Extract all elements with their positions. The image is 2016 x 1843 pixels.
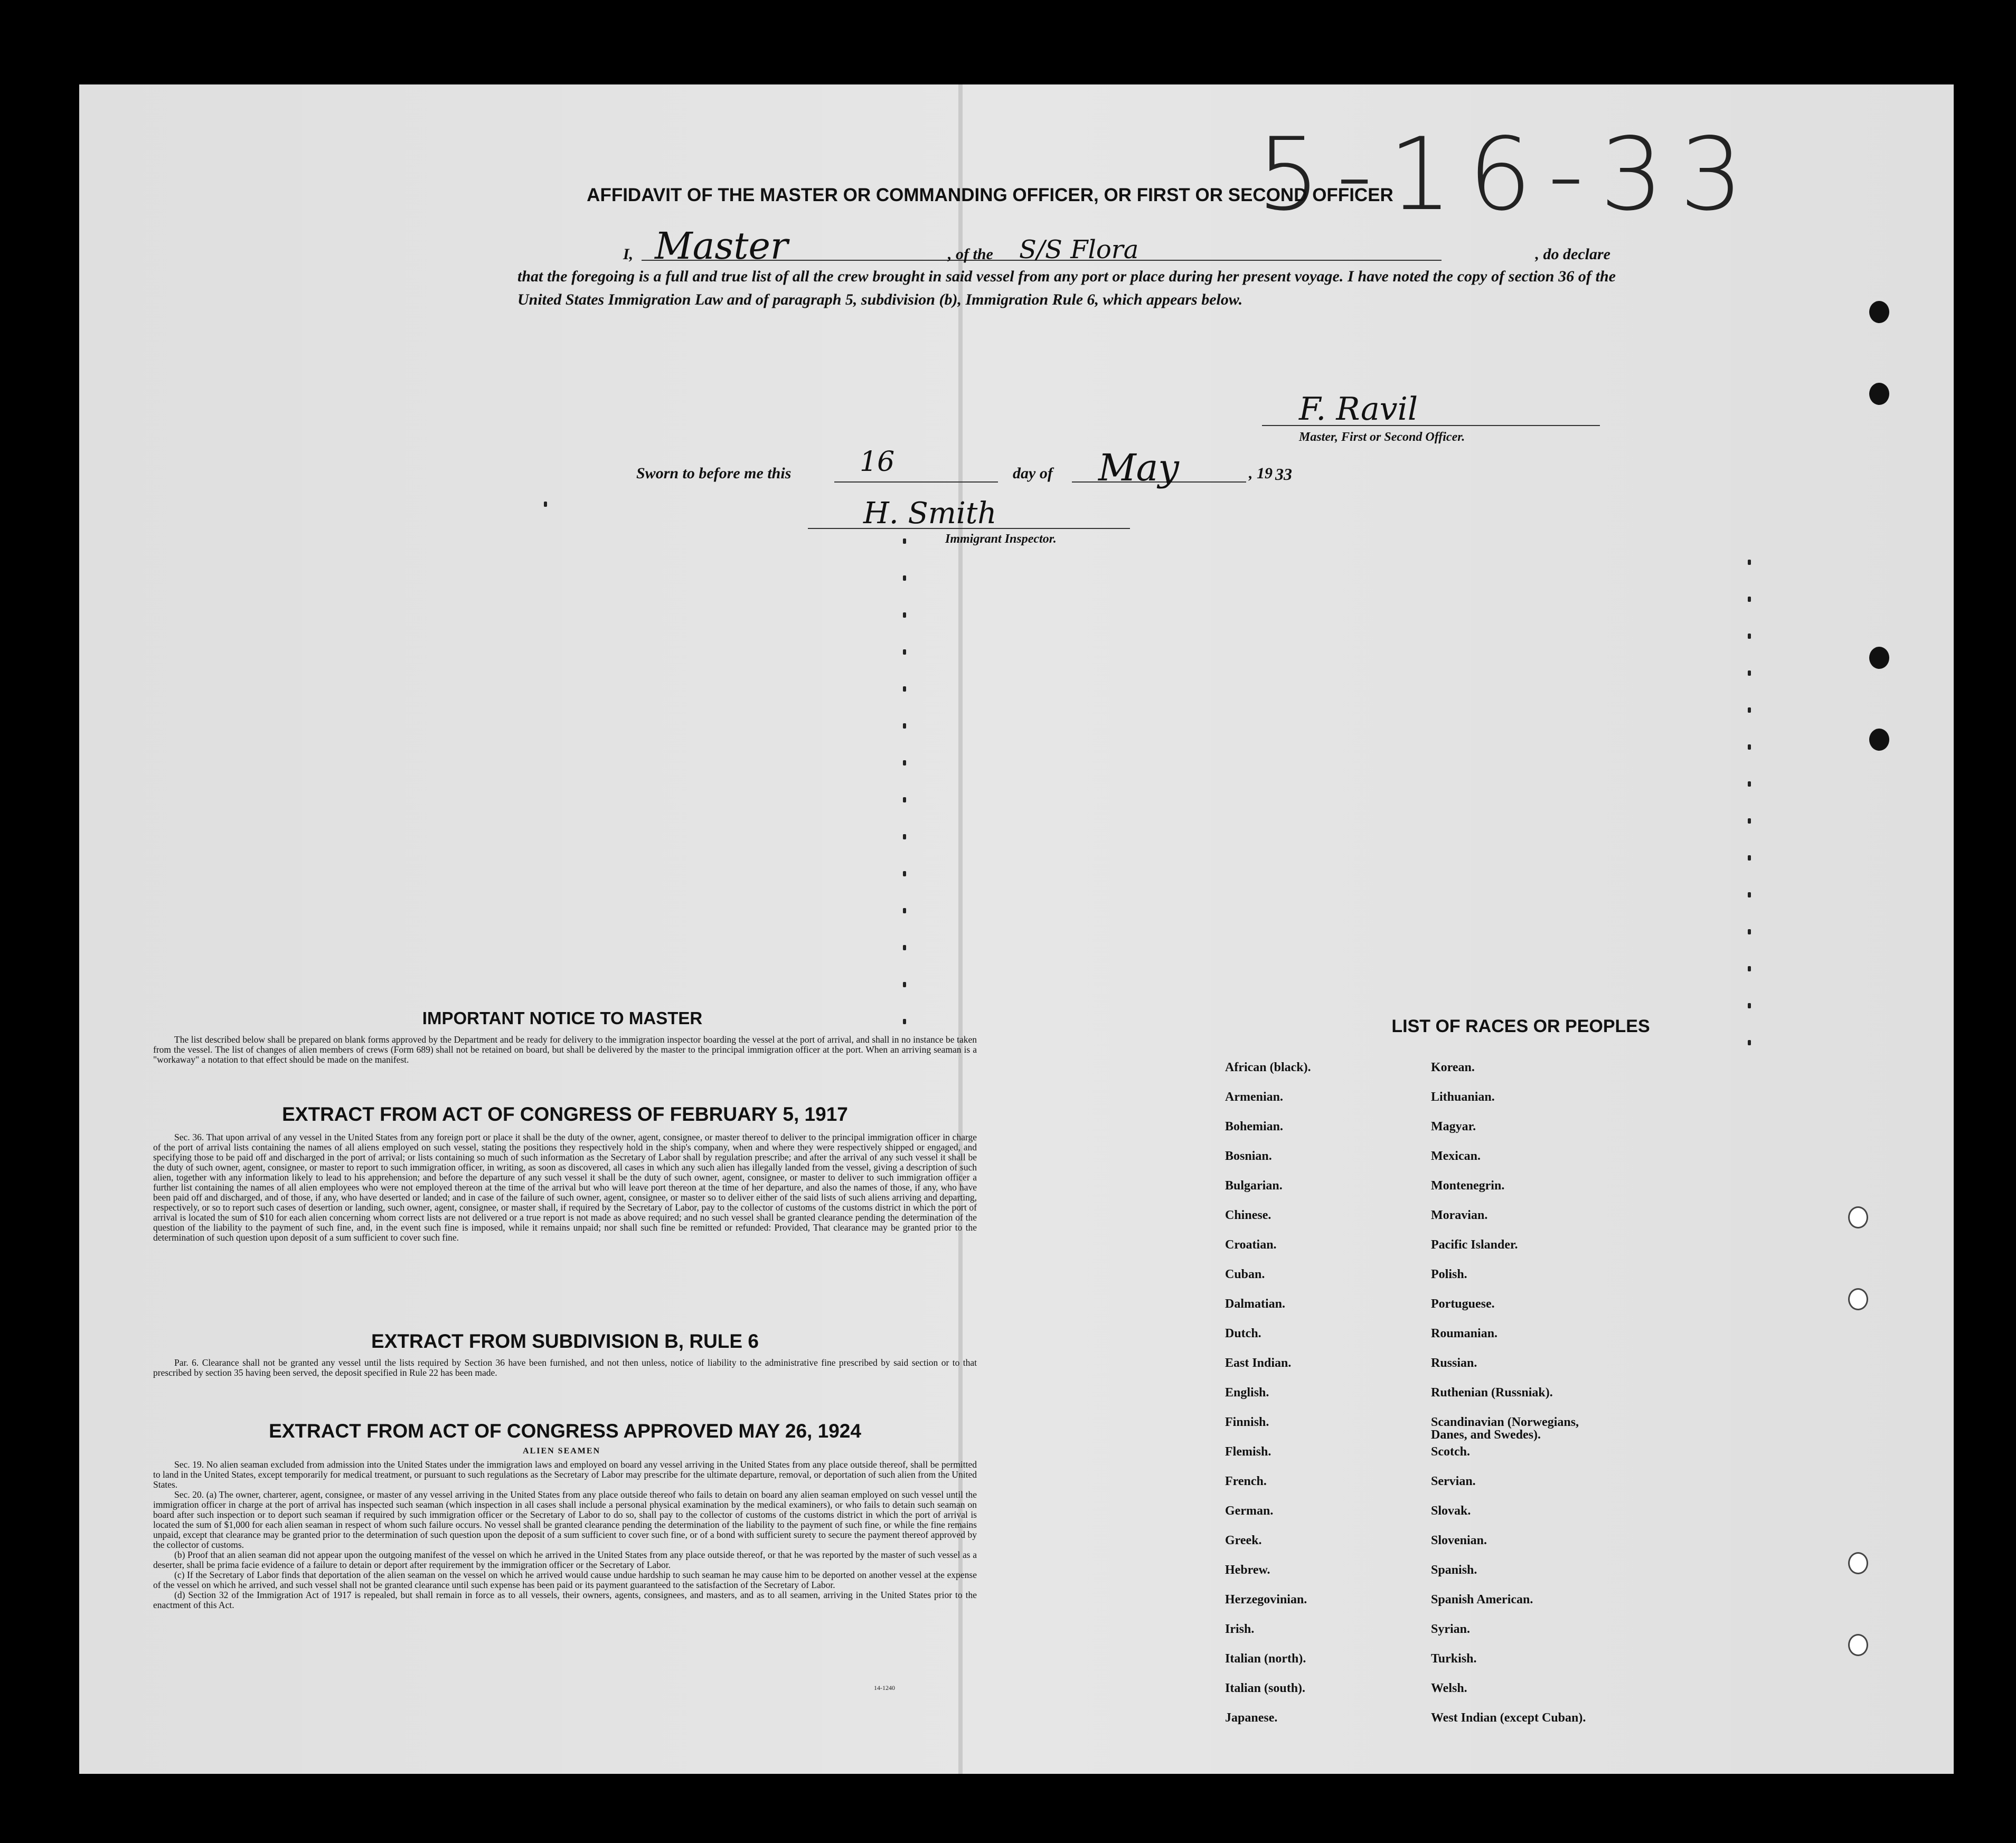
affidavit-of-the: , of the <box>948 245 993 263</box>
binder-hole <box>1869 647 1889 669</box>
race-item: Armenian. <box>1225 1090 1283 1104</box>
paragraph-6: Par. 6. Clearance shall not be granted any vessel until the lists required by Section 36 have been furnished, and not then unless, notice of liability to the administrative fine prescribed by said section or to that prescribed by section 35 having been served, the deposit specified in Rule 22 has been made. <box>153 1357 977 1378</box>
race-item: German. <box>1225 1504 1274 1518</box>
binder-hole <box>1848 1552 1868 1574</box>
notice-title: IMPORTANT NOTICE TO MASTER <box>422 1008 703 1028</box>
handwritten-sworn-month: May <box>1098 446 1179 489</box>
extract-rule6-text <box>153 1358 977 1378</box>
race-item: Cuban. <box>1225 1268 1265 1281</box>
extract-1917-text <box>153 1132 977 1243</box>
extract-rule6-title: EXTRACT FROM SUBDIVISION B, RULE 6 <box>371 1330 759 1352</box>
race-item: West Indian (except Cuban). <box>1431 1711 1586 1725</box>
race-item: Pacific Islander. <box>1431 1238 1518 1252</box>
race-item: English. <box>1225 1386 1269 1400</box>
race-item: Bosnian. <box>1225 1149 1272 1163</box>
extract-1924-title: EXTRACT FROM ACT OF CONGRESS APPROVED MAY 26, 1924 <box>269 1420 861 1442</box>
affidavit-lead: I, <box>623 245 634 263</box>
race-item: Moravian. <box>1431 1208 1488 1222</box>
fill-line <box>834 481 998 483</box>
affidavit-do-declare: , do declare <box>1535 245 1610 263</box>
binder-hole <box>1869 729 1889 751</box>
binder-hole <box>1848 1288 1868 1310</box>
handwritten-vessel-name: S/S Flora <box>1019 235 1139 264</box>
signature-caption: Master, First or Second Officer. <box>1299 430 1465 444</box>
race-item: Flemish. <box>1225 1445 1271 1459</box>
section-20c: (c) If the Secretary of Labor finds that deportation of the alien seaman on the vessel on which he arrived would cause undue hardship to such seaman he may cause him to be deported on another vessel at the expense of the vessel on which he arrived, and such vessel shall not be granted clearance until such expense has been paid or its payment guaranteed to the satisfaction of the Secretary of Labor. <box>153 1570 977 1590</box>
affidavit-text: that the foregoing is a full and true list of all the crew brought in said vessel from any port or place during her present voyage. I have noted the copy of section 36 of the United States Immigration Law and of paragraph 5, subdivision (b), Immigration Rule 6, which appears below. <box>517 268 1616 308</box>
affidavit-title: AFFIDAVIT OF THE MASTER OR COMMANDING OFFICER, OR FIRST OR SECOND OFFICER <box>587 185 1393 205</box>
race-item: Dutch. <box>1225 1327 1261 1340</box>
section-20b: (b) Proof that an alien seaman did not appear upon the outgoing manifest of the vessel on which he arrived in the United States from any place outside thereof, or that he was reported by the master of such vessel as a deserter, shall be prima facie evidence of a failure to detain or deport after requirement by the immigration officer or the Secretary of Labor. <box>153 1549 977 1570</box>
form-number: 14-1240 <box>874 1684 895 1691</box>
race-item: Korean. <box>1431 1061 1475 1074</box>
notice-paragraph: The list described below shall be prepared on blank forms approved by the Department and be ready for delivery to the immigration inspector boarding the vessel at the port of arrival, and shall in no instance be taken from the vessel. The list of changes of alien members of crews (Form 689) shall not be retained on board, but shall be delivered by the master to the principal immigration officer at the port. When an arriving seaman is a "workaway" a notation to that effect should be made on the manifest. <box>153 1034 977 1065</box>
races-title: LIST OF RACES OR PEOPLES <box>1391 1016 1650 1036</box>
race-item: Scotch. <box>1431 1445 1470 1459</box>
sworn-label: Sworn to before me this <box>636 465 792 482</box>
race-item: Portuguese. <box>1431 1297 1495 1311</box>
section-20d: (d) Section 32 of the Immigration Act of 1917 is repealed, but shall remain in force as to all vessels, their owners, agents, consignees, and masters, and as to all seamen, arriving in the United States prior to the enactment of this Act. <box>153 1590 977 1610</box>
section-36-paragraph: Sec. 36. That upon arrival of any vessel in the United States from any foreign port or place it shall be the duty of the owner, agent, consignee, or master thereof to deliver to the principal immigration officer in charge of the port of arrival lists containing the names of all aliens employed on such vessel, stating the positions they respectively hold in the ship's company, when and where they were respectively shipped or engaged, and specifying those to be paid off and discharged in the port of arrival; or lists containing so much of such information as the Secretary of Labor shall by regulation prescribe; and after the arrival of any such vessel it shall be the duty of such owner, agent, consignee, or master to report to such immigration officer, in writing, as soon as discovered, all cases in which any such alien has illegally landed from the vessel, giving a description of such alien, together with any information likely to lead to his apprehension; and before the departure of any such vessel it shall be the duty of such owner, agent, consignee, or master to deliver to such immigration officer a further list containing the names of all alien employees who were not employed thereon at the time of the arrival but who will leave port thereon at the time of her departure, and also the names of those, if any, who have been paid off and discharged, and of those, if any, who have deserted or landed; and in case of the failure of such owner, agent, consignee, or master so to deliver either of the said lists of such aliens arriving and departing, respectively, or so to report such cases of desertion or landing, such owner, agent, consignee, or master shall, if required by the Secretary of Labor, pay to the collector of customs of the customs district in which the port of arrival is located the sum of $10 for each alien concerning whom correct lists are not delivered or a true report is not made as above required; and no such vessel shall be granted clearance pending the determination of the question of the liability to the payment of such fine, and, in the event such fine is imposed, while it remains unpaid; nor shall such fine be remitted or refunded: Provided, That clearance may be granted prior to the determination of such question upon deposit of a sum sufficient to cover such fine. <box>153 1132 977 1243</box>
signature-line <box>1262 425 1600 426</box>
binder-hole <box>1869 301 1889 323</box>
race-item: Spanish American. <box>1431 1593 1533 1606</box>
extract-1917-title: EXTRACT FROM ACT OF CONGRESS OF FEBRUARY 5, 1917 <box>282 1103 848 1125</box>
section-19: Sec. 19. No alien seaman excluded from admission into the United States under the immigration laws and employed on board any vessel arriving in the United States from any place outside thereof, shall be permitted to land in the United States, except temporarily for medical treatment, or pursuant to such regulations as the Secretary of Labor may prescribe for the ultimate departure, removal, or deportation of such alien from the United States. <box>153 1459 977 1490</box>
race-item: Dalmatian. <box>1225 1297 1285 1311</box>
master-signature: F. Ravil <box>1299 391 1418 428</box>
race-item: Mexican. <box>1431 1149 1481 1163</box>
race-item: French. <box>1225 1475 1267 1488</box>
document-sheet <box>79 84 1954 1774</box>
race-item: Spanish. <box>1431 1563 1477 1577</box>
race-item: Italian (north). <box>1225 1652 1306 1666</box>
binder-hole <box>1848 1634 1868 1656</box>
race-item: Chinese. <box>1225 1208 1271 1222</box>
race-item: Bohemian. <box>1225 1120 1284 1133</box>
race-item: Russian. <box>1431 1356 1477 1370</box>
notice-text <box>153 1035 977 1065</box>
handwritten-officer-name: Master <box>655 224 788 268</box>
race-item: Greek. <box>1225 1534 1262 1547</box>
race-item: Welsh. <box>1431 1681 1467 1695</box>
race-item: Japanese. <box>1225 1711 1278 1725</box>
race-item: Finnish. <box>1225 1415 1269 1429</box>
race-item: East Indian. <box>1225 1356 1292 1370</box>
alien-seamen-caption: ALIEN SEAMEN <box>523 1447 601 1456</box>
handwritten-date-stamp: 5-16-33 <box>1257 116 1759 233</box>
race-item: Syrian. <box>1431 1622 1471 1636</box>
race-item: Ruthenian (Russniak). <box>1431 1386 1553 1400</box>
year-prefix: , 19 <box>1249 465 1273 482</box>
extract-1924-text <box>153 1460 977 1610</box>
day-of-label: day of <box>1013 465 1053 482</box>
race-item: Croatian. <box>1225 1238 1277 1252</box>
race-item: Scandinavian (Norwegians, Danes, and Swedes). <box>1431 1415 1579 1442</box>
race-item: Polish. <box>1431 1268 1467 1281</box>
section-20a: Sec. 20. (a) The owner, charterer, agent, consignee, or master of any vessel arriving in the United States from any place outside thereof who fails to detain on board any alien seaman employed on such vessel until the immigration officer in charge at the port of arrival has inspected such seaman (which inspection in all cases shall include a personal physical examination by the medical examiners), or who fails to detain such seaman on board after such inspection or to deport such seaman if required by such immigration officer or the Secretary of Labor to do so, shall pay to the collector of customs of the customs district in which the port of arrival is located the sum of $1,000 for each alien seaman in respect of whom such failure occurs. No vessel shall be granted clearance pending the determination of the liability to the payment of such fine, or while the fine remains unpaid, except that clearance may be granted prior to the determination of such question upon the deposit of a sum sufficient to cover such fine, or of a bond with sufficient surety to secure the payment thereof approved by the collector of customs. <box>153 1489 977 1550</box>
handwritten-sworn-year: 33 <box>1275 465 1292 484</box>
race-item: Irish. <box>1225 1622 1255 1636</box>
race-item: Magyar. <box>1431 1120 1476 1133</box>
handwritten-sworn-day: 16 <box>860 446 895 478</box>
inspector-caption: Immigrant Inspector. <box>945 532 1057 546</box>
race-item: Bulgarian. <box>1225 1179 1283 1193</box>
race-item: African (black). <box>1225 1061 1311 1074</box>
binder-hole <box>1869 383 1889 405</box>
binder-hole <box>1848 1206 1868 1228</box>
race-item: Turkish. <box>1431 1652 1477 1666</box>
race-item: Servian. <box>1431 1475 1476 1488</box>
race-item: Hebrew. <box>1225 1563 1270 1577</box>
race-item: Montenegrin. <box>1431 1179 1505 1193</box>
race-item: Roumanian. <box>1431 1327 1498 1340</box>
race-item: Lithuanian. <box>1431 1090 1495 1104</box>
race-item: Slovenian. <box>1431 1534 1487 1547</box>
race-item: Slovak. <box>1431 1504 1471 1518</box>
races-right-column <box>1431 1061 1706 1741</box>
race-item: Italian (south). <box>1225 1681 1306 1695</box>
signature-line <box>808 528 1130 529</box>
race-item: Herzegovinian. <box>1225 1593 1307 1606</box>
inspector-signature: H. Smith <box>863 496 997 531</box>
